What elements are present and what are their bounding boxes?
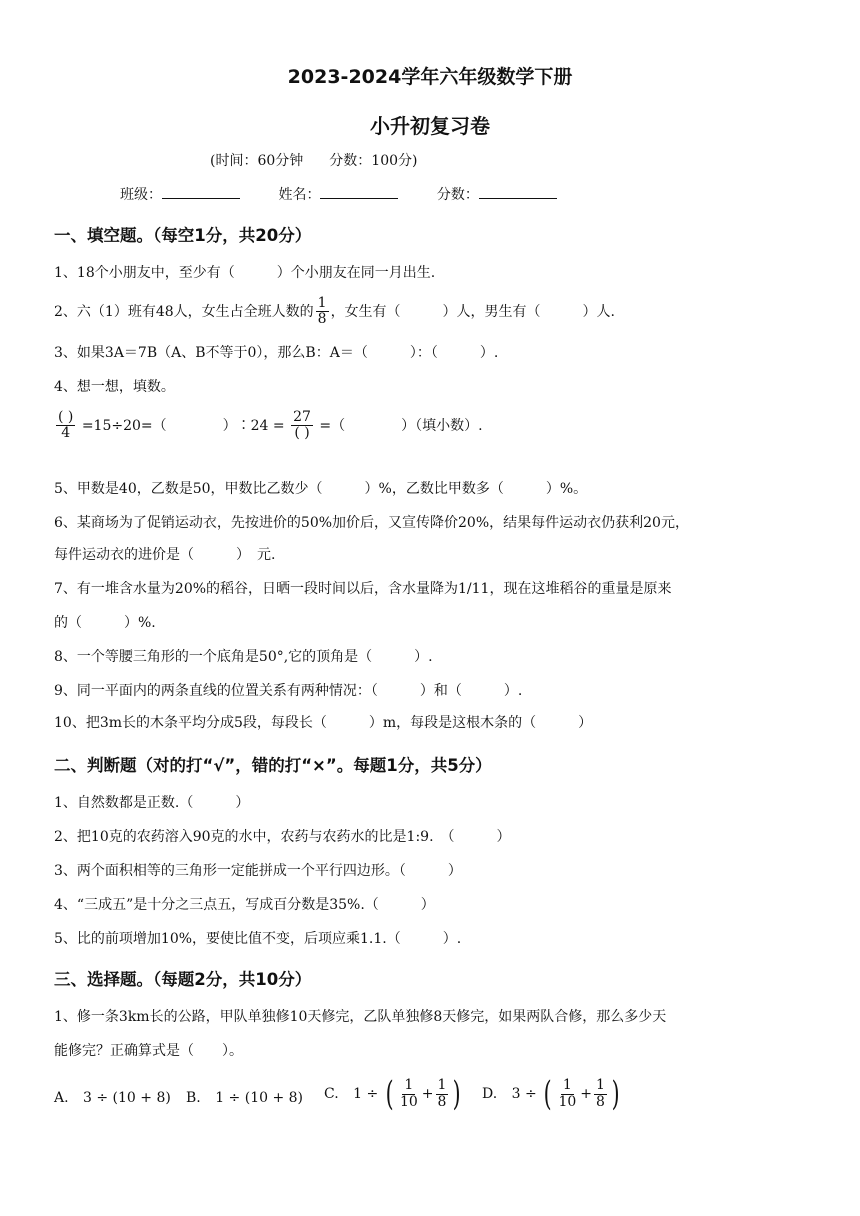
question-1-2 bbox=[54, 296, 615, 328]
question-1-7-line1: 7、有一堆含水量为20%的稻谷，日晒一段时间以后，含水量降为1/11，现在这堆稻谷的重量是原来 bbox=[54, 581, 672, 597]
plus-sign: + bbox=[580, 1086, 593, 1102]
section-heading-fill-blank: 一、填空题。（每空1分，共20分） bbox=[54, 226, 312, 245]
option-d-label: D. bbox=[482, 1086, 498, 1102]
option-d-divisor-prefix: 3 ÷ bbox=[511, 1086, 537, 1102]
fraction-denominator: 8 bbox=[596, 1093, 605, 1110]
fraction-numerator: ( ) bbox=[58, 409, 74, 425]
left-paren: ( bbox=[385, 1074, 394, 1114]
fraction-denominator: 10 bbox=[558, 1093, 577, 1110]
question-2-4: 4、“三成五”是十分之三点五，写成百分数是35%.（ ） bbox=[54, 897, 435, 913]
question-1-5: 5、甲数是40，乙数是50，甲数比乙数少（ ）%，乙数比甲数多（ ）%。 bbox=[54, 481, 588, 497]
question-1-4-equation bbox=[54, 410, 483, 442]
student-info-line bbox=[120, 184, 591, 204]
equation-middle: =15÷20=（ ）∶24 = bbox=[81, 417, 285, 434]
option-a-label: A. bbox=[54, 1090, 69, 1106]
option-b-label: B. bbox=[186, 1090, 201, 1106]
question-2-3: 3、两个面积相等的三角形一定能拼成一个平行四边形。（ ） bbox=[54, 863, 462, 879]
question-1-2-text-a: 2、六（1）班有48人，女生占全班人数的 bbox=[54, 303, 314, 320]
time-score-line bbox=[210, 150, 443, 170]
fraction-numerator: 27 bbox=[293, 409, 311, 425]
option-a[interactable] bbox=[54, 1090, 171, 1106]
name-field[interactable] bbox=[320, 184, 398, 199]
fraction-one-tenth bbox=[556, 1078, 578, 1110]
fraction-denominator: 4 bbox=[61, 425, 71, 442]
question-1-3: 3、如果3A＝7B（A、B不等于0），那么B：A＝（ ）：（ ）. bbox=[54, 345, 499, 361]
question-1-2-text-b: ，女生有（ ）人，男生有（ ）人. bbox=[330, 303, 616, 320]
score-label: 分数： bbox=[436, 187, 479, 203]
question-3-1-line1: 1、修一条3km长的公路，甲队单独修10天修完，乙队单独修8天修完，如果两队合修，那么多少天 bbox=[54, 1009, 667, 1025]
option-c-label: C. bbox=[324, 1086, 339, 1102]
question-1-4: 4、想一想，填数。 bbox=[54, 379, 175, 395]
class-field[interactable] bbox=[162, 184, 240, 199]
time-text: (时间：60分钟 bbox=[210, 153, 304, 169]
question-1-1: 1、18个小朋友中，至少有（ ）个小朋友在同一月出生. bbox=[54, 265, 436, 281]
question-2-2: 2、把10克的农药溶入90克的水中，农药与农药水的比是1:9. （ ） bbox=[54, 829, 511, 845]
option-c[interactable] bbox=[324, 1074, 464, 1114]
fraction-denominator: 10 bbox=[399, 1093, 418, 1110]
question-1-10: 10、把3m长的木条平均分成5段，每段长（ ）m，每段是这根木条的（ ） bbox=[54, 715, 593, 731]
fraction-numerator: 1 bbox=[562, 1077, 572, 1094]
question-2-5: 5、比的前项增加10%，要使比值不变，后项应乘1.1.（ ）. bbox=[54, 931, 462, 947]
score-field[interactable] bbox=[479, 184, 557, 199]
fraction-numerator: 1 bbox=[317, 295, 327, 311]
left-paren: ( bbox=[543, 1074, 552, 1114]
name-label: 姓名： bbox=[278, 187, 321, 203]
fraction-denominator: 8 bbox=[437, 1093, 447, 1110]
section-heading-true-false: 二、判断题（对的打“√”，错的打“×”。每题1分，共5分） bbox=[54, 756, 492, 775]
exam-subtitle: 小升初复习卷 bbox=[370, 114, 490, 138]
fraction-one-eighth bbox=[436, 1078, 449, 1110]
fraction-numerator: 1 bbox=[596, 1077, 605, 1094]
fraction-one-eighth bbox=[594, 1078, 607, 1110]
plus-sign: + bbox=[421, 1086, 434, 1102]
question-1-6-line2: 每件运动衣的进价是（ ） 元. bbox=[54, 547, 276, 563]
question-1-8: 8、一个等腰三角形的一个底角是50°,它的顶角是（ ）. bbox=[54, 649, 433, 665]
section-heading-multiple-choice: 三、选择题。（每题2分，共10分） bbox=[54, 970, 312, 989]
equation-end: =（ ）（填小数）. bbox=[319, 417, 483, 434]
fraction-27-over-blank bbox=[291, 410, 313, 442]
question-3-1-line2: 能修完？正确算式是（ ）。 bbox=[54, 1043, 243, 1059]
fraction-one-tenth bbox=[398, 1078, 420, 1110]
question-2-1: 1、自然数都是正数.（ ） bbox=[54, 795, 250, 811]
full-score-text: 分数：100分) bbox=[329, 153, 418, 169]
option-b[interactable] bbox=[186, 1090, 303, 1106]
fraction-numerator: 1 bbox=[404, 1077, 414, 1094]
question-1-6-line1: 6、某商场为了促销运动衣，先按进价的50%加价后，又宣传降价20%，结果每件运动衣仍获利20元， bbox=[54, 515, 689, 531]
option-d[interactable] bbox=[482, 1074, 622, 1114]
class-label: 班级： bbox=[120, 187, 162, 203]
right-paren: ) bbox=[611, 1074, 620, 1114]
right-paren: ) bbox=[453, 1074, 462, 1114]
fraction-blank-over-4 bbox=[56, 410, 75, 442]
fraction-denominator: ( ) bbox=[294, 425, 310, 442]
fraction-one-eighth bbox=[316, 296, 329, 328]
fraction-numerator: 1 bbox=[437, 1077, 447, 1094]
question-1-7-line2: 的（ ）%. bbox=[54, 615, 156, 631]
option-b-expression: 1 ÷ (10 + 8) bbox=[215, 1090, 304, 1106]
exam-title: 2023-2024学年六年级数学下册 bbox=[287, 66, 573, 88]
question-1-9: 9、同一平面内的两条直线的位置关系有两种情况：（ ）和（ ）. bbox=[54, 683, 523, 699]
fraction-denominator: 8 bbox=[317, 311, 327, 328]
option-c-divisor-prefix: 1 ÷ bbox=[353, 1086, 379, 1102]
option-a-expression: 3 ÷ (10 + 8) bbox=[83, 1090, 171, 1106]
